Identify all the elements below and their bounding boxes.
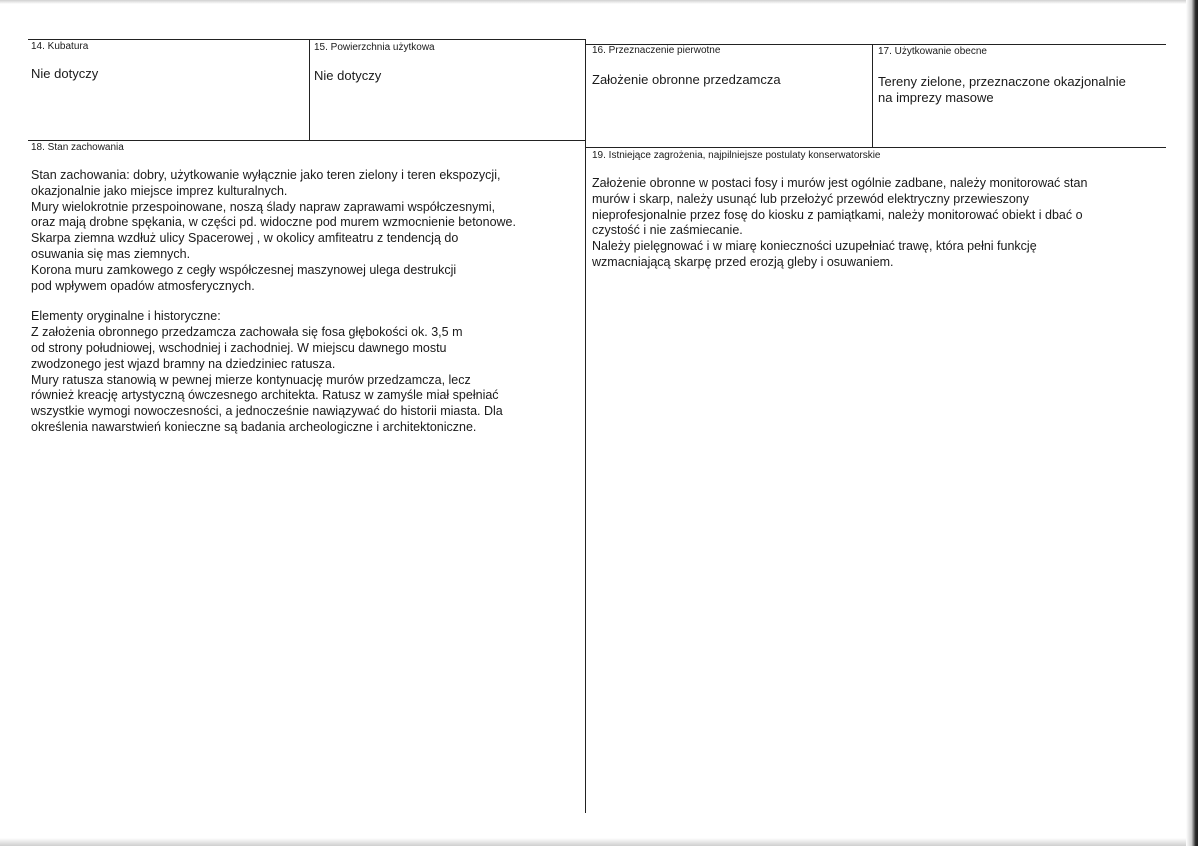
- row2-top-border: [28, 140, 586, 141]
- field-18-elements-paragraph: Elementy oryginalne i historyczne: Z założenia obronnego przedzamcza zachowała się fosa głębokości ok. 3,5 m od strony południowej, wschodniej i zachodniej. W miejscu dawnego mostu zwodzonego jest wjazd bramny na dziedziniec ratusza. Mury ratusza stanowią w pewnej mierze kontynuację murów przedzamcza, lecz również kreację artystyczną ówczesnego architekta. Ratusz w zamyśle miał spełniać wszystkie wymogi nowoczesności, a jednocześnie nawiązywać do historii miasta. Dla określenia nawarstwień konieczne są badania archeologiczne i architektoniczne.: [31, 309, 503, 434]
- scan-top-edge: [0, 0, 1198, 4]
- scan-bottom-edge: [0, 838, 1198, 846]
- scan-right-edge: [1186, 0, 1198, 846]
- field-16-label: 16. Przeznaczenie pierwotne: [592, 45, 721, 56]
- field-19-text: Założenie obronne w postaci fosy i murów jest ogólnie zadbane, należy monitorować stan murów i skarp, należy usunąć lub przełożyć przewód elektryczny przewieszony nieprofesjonalnie przez fosę do kiosku z pamiątkami, należy monitorować obiekt i dbać o czystość i nie zaśmiecanie. Należy pielęgnować i w miarę konieczności uzupełniać trawę, która pełni funkcję wzmacniającą skarpę przed erozją gleby i osuwaniem.: [592, 176, 1088, 269]
- field-17-label: 17. Użytkowanie obecne: [878, 46, 987, 57]
- divider-14-15: [309, 39, 310, 140]
- field-15-label: 15. Powierzchnia użytkowa: [314, 42, 435, 53]
- field-19-label: 19. Istniejące zagrożenia, najpilniejsze postulaty konserwatorskie: [592, 150, 881, 161]
- field-14-value: Nie dotyczy: [31, 66, 99, 81]
- row1-top-border: [28, 39, 586, 40]
- field-17-value: Tereny zielone, przeznaczone okazjonalnie na imprezy masowe: [878, 74, 1126, 105]
- field-14-label: 14. Kubatura: [31, 41, 89, 52]
- divider-center: [585, 39, 586, 813]
- divider-16-17: [872, 44, 873, 147]
- row2-top-border-right: [586, 147, 1166, 148]
- field-18-condition-paragraph: Stan zachowania: dobry, użytkowanie wyłącznie jako teren zielony i teren ekspozycji, okazjonalnie jako miejsce imprez kulturalnych. Mury wielokrotnie przespoinowane, noszą ślady napraw zaprawami współczesnymi, oraz mają drobne spękania, w części pd. widoczne pod murem wzmocnienie betonowe. Skarpa ziemna wzdłuż ulicy Spacerowej , w okolicy amfiteatru z tendencją do osuwania się mas ziemnych. Korona muru zamkowego z cegły współczesnej maszynowej ulega destrukcji pod wpływem opadów atmosferycznych.: [31, 168, 516, 293]
- field-18-body: [31, 168, 583, 436]
- field-18-label: 18. Stan zachowania: [31, 142, 124, 153]
- paragraph-gap: [31, 294, 583, 309]
- field-15-value: Nie dotyczy: [314, 68, 382, 83]
- field-16-value: Założenie obronne przedzamcza: [592, 72, 781, 87]
